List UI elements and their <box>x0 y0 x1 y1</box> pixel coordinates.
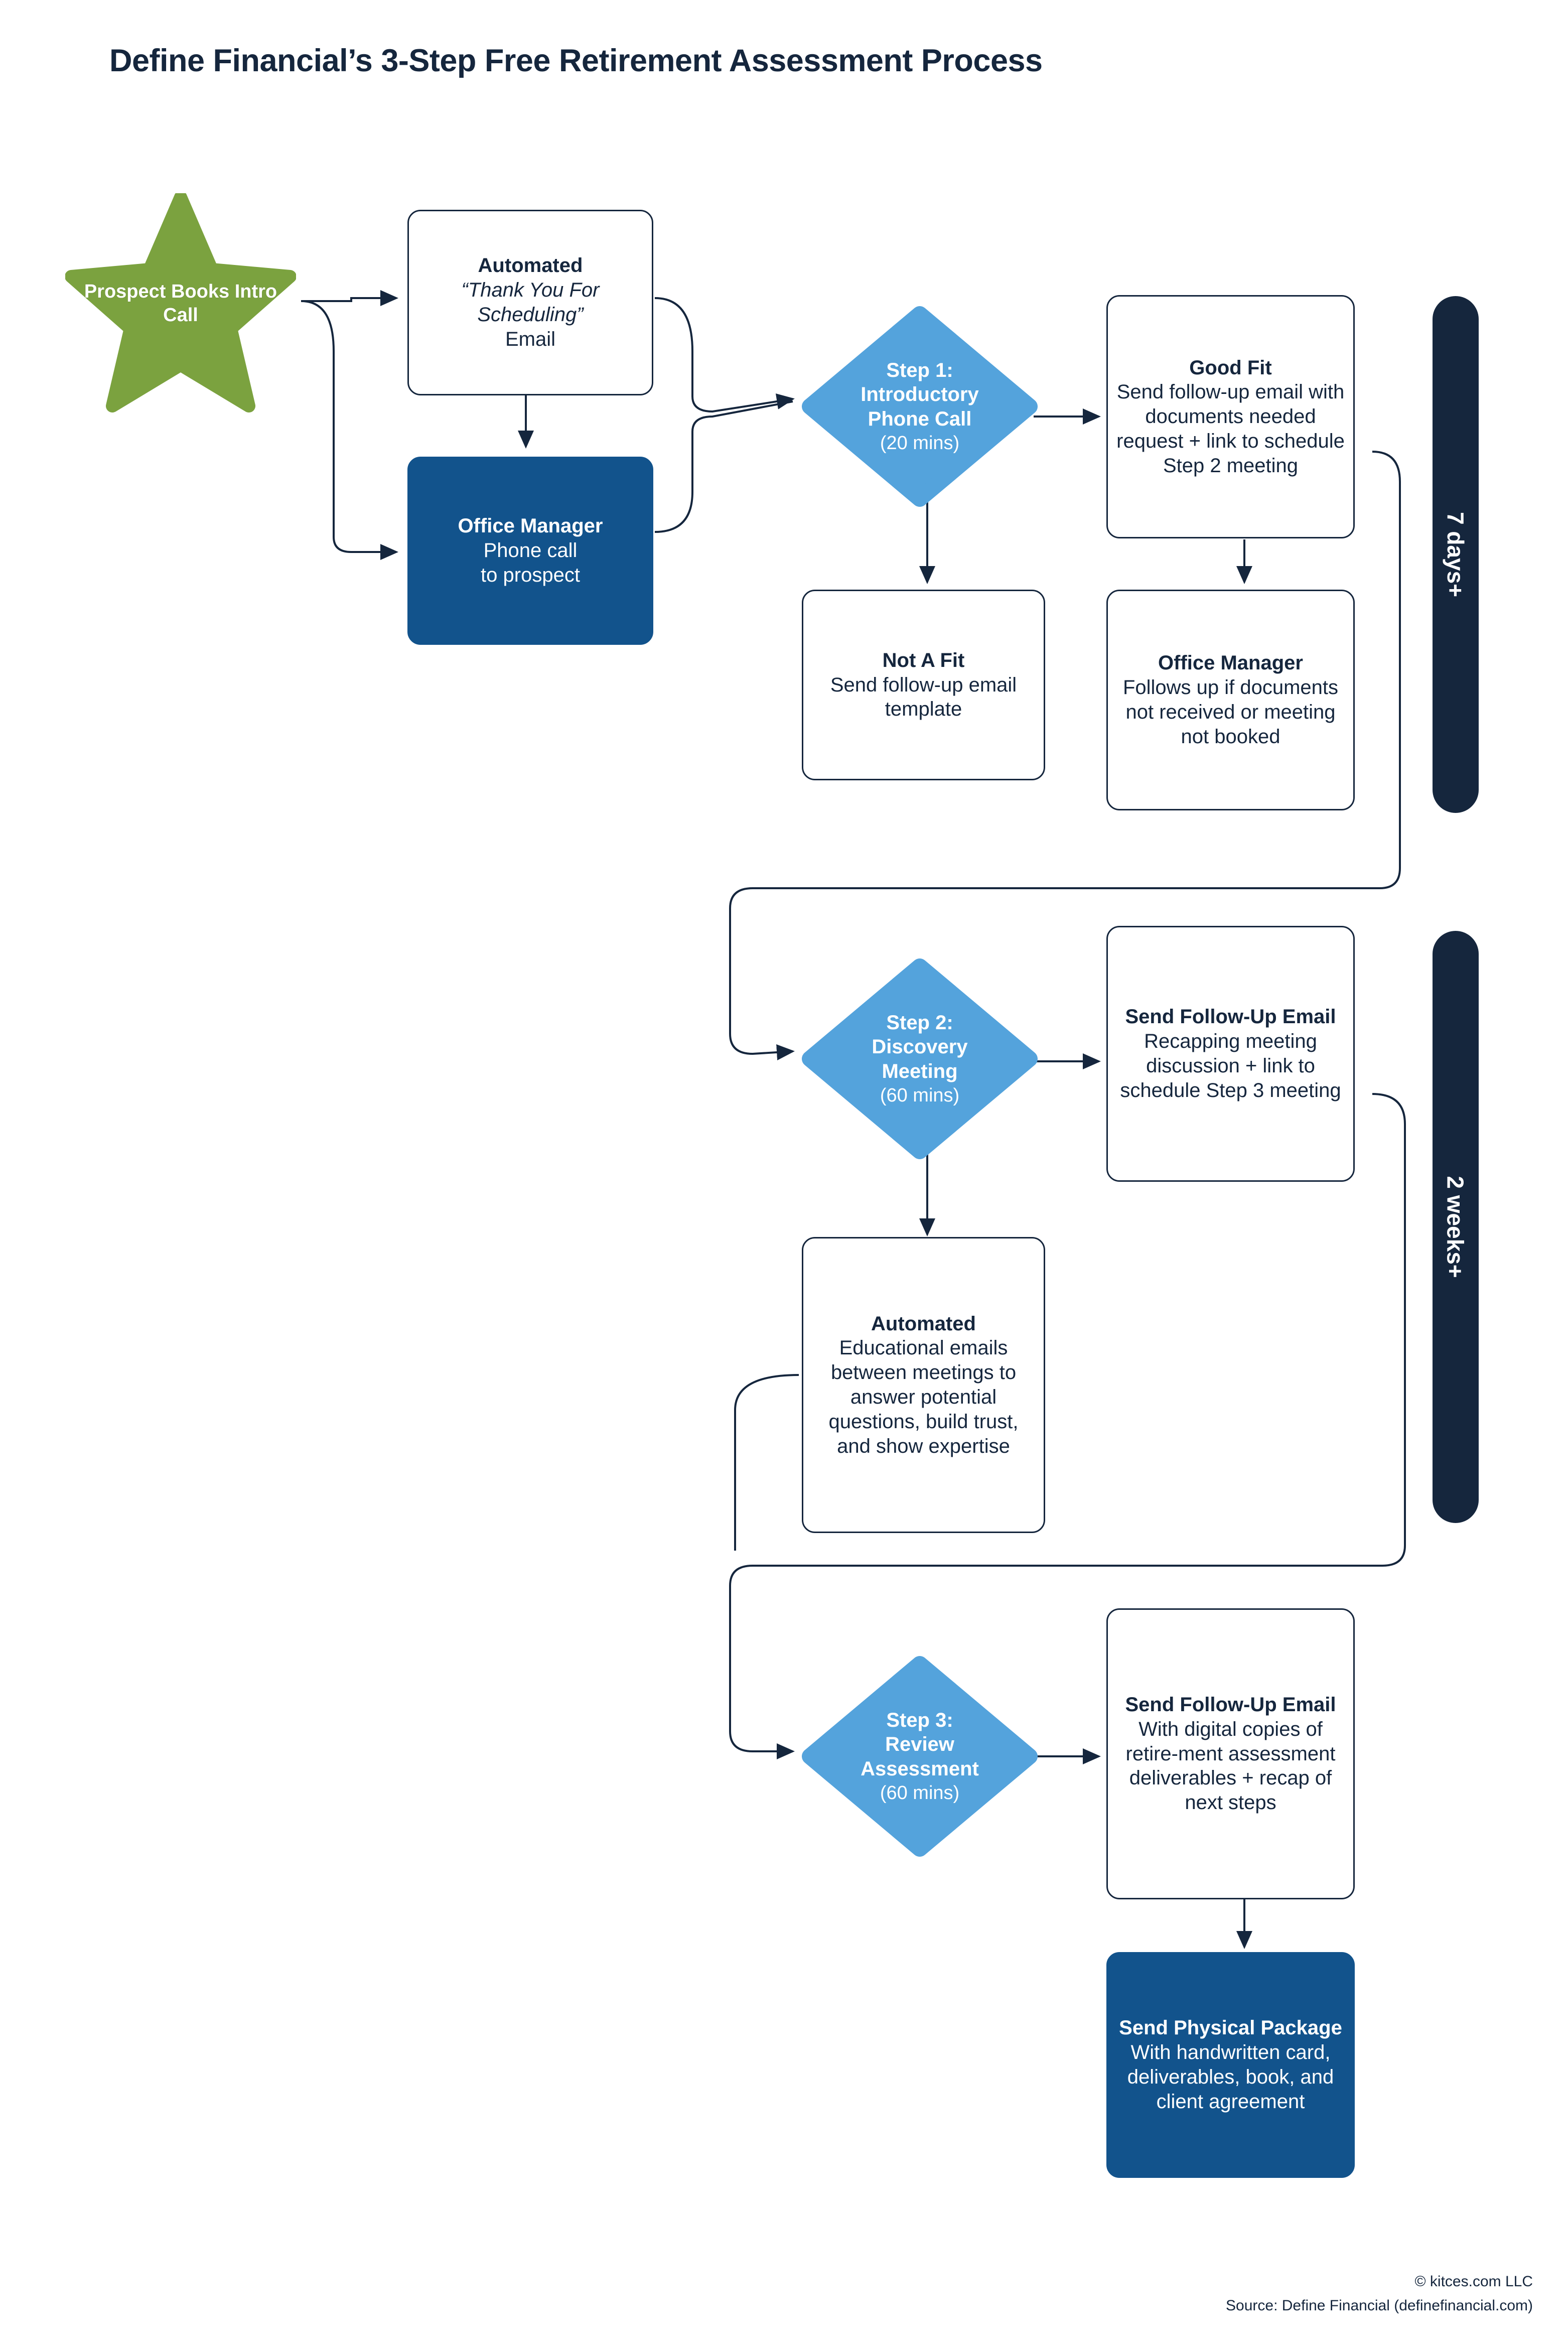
start-line-1: Prospect <box>84 281 166 302</box>
step-2-title-1: Step 2: <box>886 1011 953 1034</box>
node-step-1 <box>802 306 1038 507</box>
step-3-title-1: Step 3: <box>886 1709 953 1731</box>
office-manager-followup-body: Follows up if documents not received or meeting not booked <box>1122 676 1339 748</box>
timebar-7-days <box>1433 296 1479 813</box>
node-physical-package <box>1106 1952 1355 2178</box>
followup-email-step2-title: Send Follow-Up Email <box>1125 1006 1336 1028</box>
automated-thank-you-sub: Email <box>505 328 556 350</box>
step-3-duration: (60 mins) <box>880 1782 960 1804</box>
not-a-fit-title: Not A Fit <box>882 649 965 671</box>
step-2-title-3: Meeting <box>882 1060 958 1083</box>
physical-package-body: With handwritten card, deliverables, book, and client agreement <box>1127 2041 1334 2113</box>
start-node-star <box>65 193 296 414</box>
office-manager-call-sub1: Phone call <box>483 539 578 562</box>
footer-source: Source: Define Financial (definefinancial.com) <box>1226 2297 1533 2314</box>
node-followup-email-step2 <box>1106 926 1355 1182</box>
timebar-2-weeks <box>1433 931 1479 1523</box>
good-fit-body: Send follow-up email with documents needed request + link to schedule Step 2 meeting <box>1116 381 1345 477</box>
automated-education-body: Educational emails between meetings to answer potential questions, build trust, and show expertise <box>828 1337 1019 1457</box>
step-1-title-3: Phone Call <box>868 408 972 431</box>
start-node-label <box>65 280 296 328</box>
step-3-title-3: Assessment <box>861 1758 979 1780</box>
office-manager-followup-title: Office Manager <box>1158 652 1303 674</box>
step-2-title-2: Discovery <box>872 1036 968 1058</box>
automated-thank-you-quote: “Thank You For Scheduling” <box>461 279 600 326</box>
followup-email-step3-body: With digital copies of retire-ment assessment deliverables + recap of next steps <box>1125 1718 1336 1814</box>
step-1-duration: (20 mins) <box>880 433 960 454</box>
timebar-2-weeks-label: 2 weeks+ <box>1443 1176 1469 1278</box>
node-automated-education <box>802 1237 1045 1533</box>
automated-thank-you-title: Automated <box>478 254 583 277</box>
step-3-title-2: Review <box>885 1733 954 1756</box>
start-line-2: Books <box>171 281 230 302</box>
timebar-7-days-label: 7 days+ <box>1443 511 1469 598</box>
followup-email-step2-body: Recapping meeting discussion + link to schedule Step 3 meeting <box>1120 1030 1341 1101</box>
not-a-fit-body: Send follow-up email template <box>830 673 1017 721</box>
step-2-label <box>802 958 1038 1159</box>
node-automated-thank-you <box>407 210 653 395</box>
step-3-label <box>802 1656 1038 1857</box>
start-line-3: Intro Call <box>163 281 277 326</box>
node-step-3 <box>802 1656 1038 1857</box>
node-step-2 <box>802 958 1038 1159</box>
good-fit-title: Good Fit <box>1189 356 1272 379</box>
followup-email-step3-title: Send Follow-Up Email <box>1125 1694 1336 1716</box>
step-1-title-2: Introductory <box>861 383 979 406</box>
step-2-duration: (60 mins) <box>880 1085 960 1107</box>
step-1-label <box>802 306 1038 507</box>
page-title: Define Financial’s 3-Step Free Retirement Assessment Process <box>109 43 1043 78</box>
node-good-fit <box>1106 295 1355 538</box>
node-office-manager-call <box>407 457 653 645</box>
footer-copyright: © kitces.com LLC <box>1414 2273 1533 2290</box>
node-office-manager-followup <box>1106 590 1355 810</box>
automated-education-title: Automated <box>871 1312 976 1335</box>
office-manager-call-title: Office Manager <box>458 515 603 537</box>
office-manager-call-sub2: to prospect <box>481 564 580 586</box>
node-not-a-fit <box>802 590 1045 780</box>
physical-package-title: Send Physical Package <box>1119 2017 1342 2039</box>
node-followup-email-step3 <box>1106 1608 1355 1899</box>
step-1-title-1: Step 1: <box>886 359 953 381</box>
